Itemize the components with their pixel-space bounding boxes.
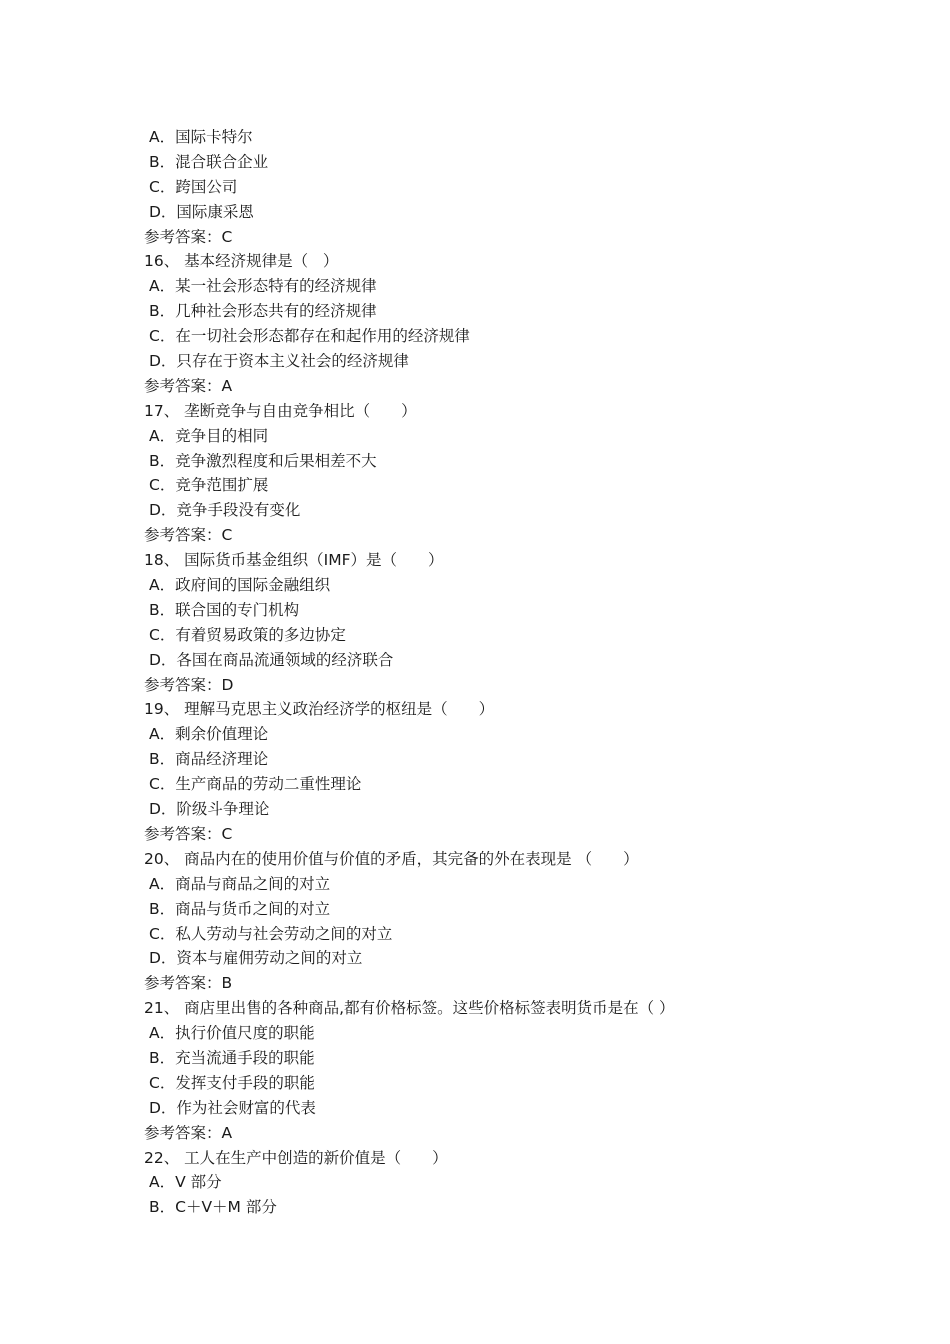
q18-option-d: D．各国在商品流通领域的经济联合 — [149, 650, 394, 669]
q20-option-c: C．私人劳动与社会劳动之间的对立 — [149, 924, 393, 943]
q18-option-a: A．政府间的国际金融组织 — [149, 576, 331, 595]
q20-answer: 参考答案：B — [144, 974, 233, 993]
q21-option-a: A．执行价值尺度的职能 — [149, 1024, 315, 1043]
q18-option-c: C．有着贸易政策的多边协定 — [149, 625, 346, 644]
q18-answer: 参考答案：D — [144, 675, 234, 694]
q21-option-d: D．作为社会财富的代表 — [149, 1098, 316, 1117]
q22-question: 22、 工人在生产中创造的新价值是（ ） — [144, 1148, 448, 1167]
q19-question: 19、 理解马克思主义政治经济学的枢纽是（ ） — [144, 700, 495, 719]
q18-question: 18、 国际货币基金组织（IMF）是（ ） — [144, 551, 444, 570]
q22-option-a: A．V 部分 — [149, 1173, 222, 1192]
q15-answer: 参考答案：C — [144, 227, 233, 246]
q17-option-b: B．竞争激烈程度和后果相差不大 — [149, 451, 377, 470]
q19-option-b: B．商品经济理论 — [149, 750, 269, 769]
q19-option-c: C．生产商品的劳动二重性理论 — [149, 775, 362, 794]
q18-option-b: B．联合国的专门机构 — [149, 600, 300, 619]
q19-option-a: A．剩余价值理论 — [149, 725, 269, 744]
q20-option-d: D．资本与雇佣劳动之间的对立 — [149, 949, 363, 968]
q15-option-c: C．跨国公司 — [149, 177, 238, 196]
q19-option-d: D．阶级斗争理论 — [149, 800, 270, 819]
question-list — [144, 125, 824, 1220]
q16-question: 16、 基本经济规律是（ ） — [144, 252, 339, 271]
q17-question: 17、 垄断竞争与自由竞争相比（ ） — [144, 401, 417, 420]
q15-option-a: A．国际卡特尔 — [149, 128, 253, 146]
q22-option-b: B．C＋V＋M 部分 — [149, 1198, 277, 1217]
q16-answer: 参考答案：A — [144, 376, 233, 395]
q20-question: 20、 商品内在的使用价值与价值的矛盾，其完备的外在表现是 （ ） — [144, 849, 639, 868]
q19-answer: 参考答案：C — [144, 824, 233, 843]
q16-option-a: A．某一社会形态特有的经济规律 — [149, 277, 377, 296]
q15-option-b: B．混合联合企业 — [149, 152, 269, 171]
q20-option-a: A．商品与商品之间的对立 — [149, 874, 331, 893]
q21-option-c: C．发挥支付手段的职能 — [149, 1073, 315, 1092]
q21-answer: 参考答案：A — [144, 1123, 233, 1142]
q16-option-d: D．只存在于资本主义社会的经济规律 — [149, 352, 409, 371]
q17-option-c: C．竞争范围扩展 — [149, 476, 269, 495]
q17-option-a: A．竞争目的相同 — [149, 426, 269, 445]
q15-option-d: D．国际康采恩 — [149, 202, 254, 221]
q20-option-b: B．商品与货币之间的对立 — [149, 899, 331, 918]
q17-answer: 参考答案：C — [144, 526, 233, 545]
q16-option-b: B．几种社会形态共有的经济规律 — [149, 302, 377, 321]
q21-question: 21、 商店里出售的各种商品,都有价格标签。这些价格标签表明货币是在（ ） — [144, 999, 675, 1018]
q17-option-d: D．竞争手段没有变化 — [149, 501, 301, 520]
q21-option-b: B．充当流通手段的职能 — [149, 1048, 315, 1067]
q16-option-c: C．在一切社会形态都存在和起作用的经济规律 — [149, 327, 470, 346]
